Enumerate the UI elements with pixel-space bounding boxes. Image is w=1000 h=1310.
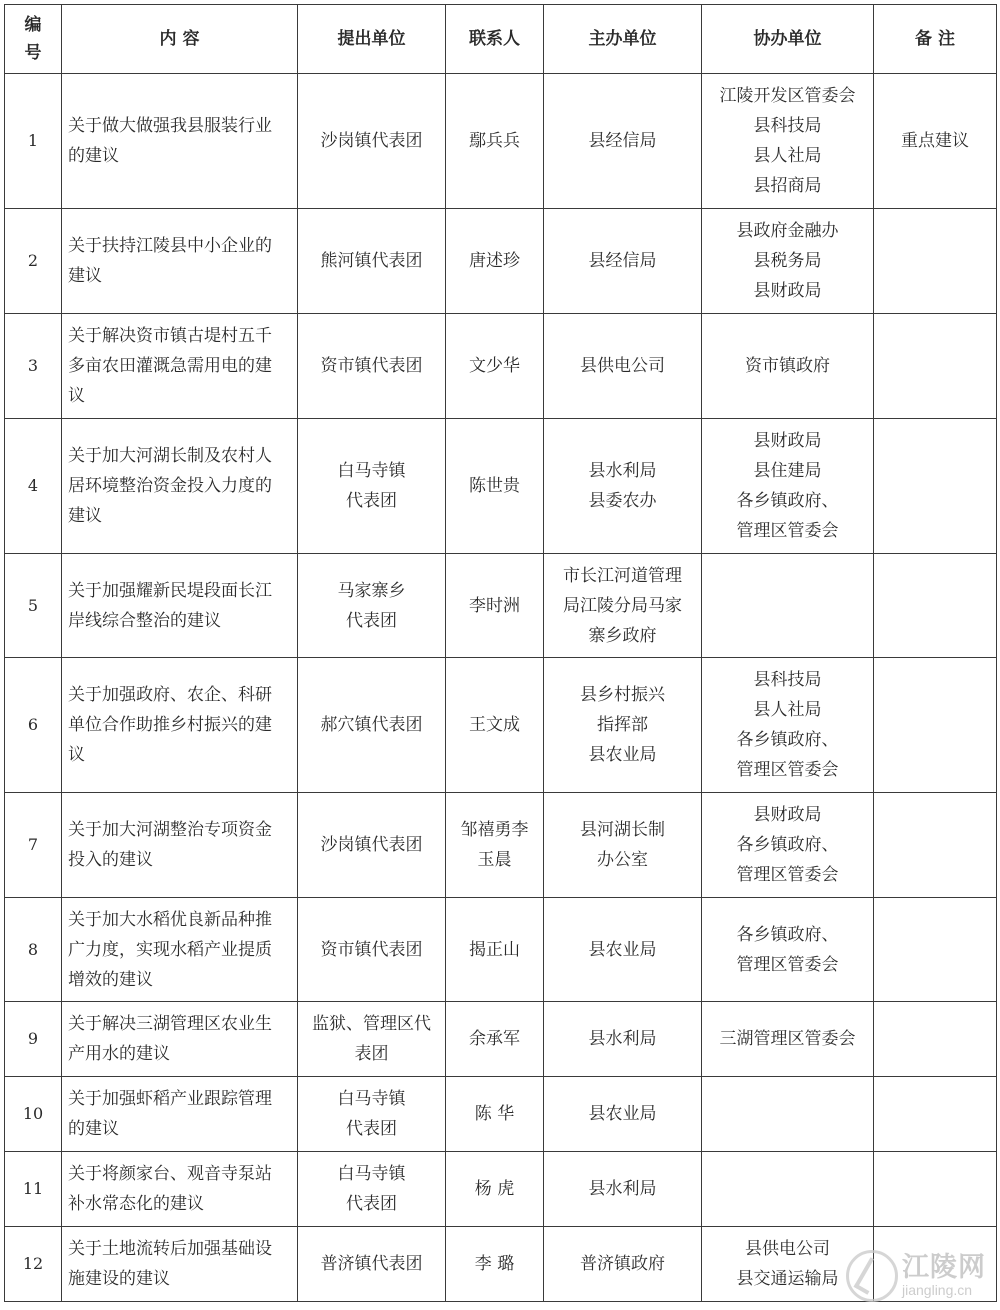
- header-content: 内 容: [62, 5, 298, 74]
- row-content: 关于加强虾稻产业跟踪管理 的建议: [62, 1077, 298, 1152]
- row-unit: 资市镇代表团: [298, 314, 446, 419]
- row-note: [874, 314, 997, 419]
- table-row: [5, 1002, 997, 1077]
- row-number: 4: [5, 419, 62, 554]
- row-assist: 江陵开发区管委会 县科技局 县人社局 县招商局: [702, 74, 874, 209]
- row-note: [874, 658, 997, 793]
- row-content: 关于扶持江陵县中小企业的 建议: [62, 209, 298, 314]
- row-unit: 白马寺镇 代表团: [298, 1077, 446, 1152]
- row-assist: [702, 554, 874, 658]
- row-note: [874, 554, 997, 658]
- row-number: 7: [5, 793, 62, 898]
- row-note: [874, 793, 997, 898]
- row-unit: 白马寺镇 代表团: [298, 1152, 446, 1227]
- row-assist: 三湖管理区管委会: [702, 1002, 874, 1077]
- row-host: 县农业局: [544, 1077, 702, 1152]
- row-host: 县水利局: [544, 1002, 702, 1077]
- row-assist: [702, 1152, 874, 1227]
- row-number: 2: [5, 209, 62, 314]
- row-unit: 熊河镇代表团: [298, 209, 446, 314]
- row-unit: 资市镇代表团: [298, 898, 446, 1002]
- watermark-url: jiangling.cn: [902, 1281, 973, 1298]
- table-row: [5, 1152, 997, 1227]
- row-note: [874, 1077, 997, 1152]
- header-assist: 协办单位: [702, 5, 874, 74]
- row-unit: 沙岗镇代表团: [298, 74, 446, 209]
- row-content: 关于加强耀新民堤段面长江 岸线综合整治的建议: [62, 554, 298, 658]
- table-row: [5, 314, 997, 419]
- row-unit: 沙岗镇代表团: [298, 793, 446, 898]
- watermark-title: 江陵网: [902, 1252, 986, 1284]
- header-contact: 联系人: [446, 5, 544, 74]
- row-note: [874, 898, 997, 1002]
- row-note: [874, 1002, 997, 1077]
- row-assist: 县科技局 县人社局 各乡镇政府、 管理区管委会: [702, 658, 874, 793]
- row-host: 县农业局: [544, 898, 702, 1002]
- table-row: [5, 419, 997, 554]
- row-number: 1: [5, 74, 62, 209]
- row-contact: 李 璐: [446, 1227, 544, 1302]
- header-host: 主办单位: [544, 5, 702, 74]
- watermark-text: [902, 1254, 986, 1297]
- row-unit: 马家寨乡 代表团: [298, 554, 446, 658]
- row-contact: 唐述珍: [446, 209, 544, 314]
- row-unit: 郝穴镇代表团: [298, 658, 446, 793]
- row-contact: 杨 虎: [446, 1152, 544, 1227]
- row-content: 关于土地流转后加强基础设 施建设的建议: [62, 1227, 298, 1302]
- row-number: 10: [5, 1077, 62, 1152]
- row-content: 关于加大水稻优良新品种推 广力度，实现水稻产业提质 增效的建议: [62, 898, 298, 1002]
- row-content: 关于做大做强我县服装行业 的建议: [62, 74, 298, 209]
- site-watermark: [846, 1250, 986, 1302]
- row-contact: 文少华: [446, 314, 544, 419]
- row-assist: 县财政局 县住建局 各乡镇政府、 管理区管委会: [702, 419, 874, 554]
- row-contact: 邹禧勇李 玉晨: [446, 793, 544, 898]
- row-assist: 县财政局 各乡镇政府、 管理区管委会: [702, 793, 874, 898]
- row-host: 县河湖长制 办公室: [544, 793, 702, 898]
- row-number: 9: [5, 1002, 62, 1077]
- row-contact: 陈世贵: [446, 419, 544, 554]
- row-assist: [702, 1077, 874, 1152]
- row-content: 关于加强政府、农企、科研 单位合作助推乡村振兴的建 议: [62, 658, 298, 793]
- row-assist: 县供电公司 县交通运输局: [702, 1227, 874, 1302]
- row-contact: 揭正山: [446, 898, 544, 1002]
- row-number: 6: [5, 658, 62, 793]
- row-host: 县乡村振兴 指挥部 县农业局: [544, 658, 702, 793]
- header-no: 编 号: [5, 5, 62, 74]
- table-row: [5, 209, 997, 314]
- row-assist: 各乡镇政府、 管理区管委会: [702, 898, 874, 1002]
- row-content: 关于加大河湖长制及农村人 居环境整治资金投入力度的 建议: [62, 419, 298, 554]
- row-note: [874, 1152, 997, 1227]
- row-note: [874, 419, 997, 554]
- row-host: 县经信局: [544, 209, 702, 314]
- proposal-table: [4, 4, 997, 1302]
- row-assist: 县政府金融办 县税务局 县财政局: [702, 209, 874, 314]
- row-contact: 鄢兵兵: [446, 74, 544, 209]
- row-host: 县供电公司: [544, 314, 702, 419]
- row-host: 县水利局 县委农办: [544, 419, 702, 554]
- row-content: 关于将颜家台、观音寺泵站 补水常态化的建议: [62, 1152, 298, 1227]
- row-unit: 白马寺镇 代表团: [298, 419, 446, 554]
- site-logo-icon: [846, 1250, 898, 1302]
- table-row: [5, 1077, 997, 1152]
- row-content: 关于加大河湖整治专项资金 投入的建议: [62, 793, 298, 898]
- row-number: 11: [5, 1152, 62, 1227]
- row-contact: 王文成: [446, 658, 544, 793]
- row-number: 5: [5, 554, 62, 658]
- row-host: 县水利局: [544, 1152, 702, 1227]
- header-note: 备 注: [874, 5, 997, 74]
- row-content: 关于解决资市镇古堤村五千 多亩农田灌溉急需用电的建 议: [62, 314, 298, 419]
- row-number: 12: [5, 1227, 62, 1302]
- row-note: [874, 209, 997, 314]
- row-note: 重点建议: [874, 74, 997, 209]
- row-host: 普济镇政府: [544, 1227, 702, 1302]
- table-row: [5, 658, 997, 793]
- row-number: 8: [5, 898, 62, 1002]
- row-unit: 普济镇代表团: [298, 1227, 446, 1302]
- row-unit: 监狱、管理区代 表团: [298, 1002, 446, 1077]
- row-contact: 陈 华: [446, 1077, 544, 1152]
- row-number: 3: [5, 314, 62, 419]
- row-contact: 余承军: [446, 1002, 544, 1077]
- header-row: [5, 5, 997, 74]
- row-host: 市长江河道管理 局江陵分局马家 寨乡政府: [544, 554, 702, 658]
- table-row: [5, 554, 997, 658]
- table-row: [5, 74, 997, 209]
- row-content: 关于解决三湖管理区农业生 产用水的建议: [62, 1002, 298, 1077]
- row-host: 县经信局: [544, 74, 702, 209]
- table-row: [5, 898, 997, 1002]
- header-unit: 提出单位: [298, 5, 446, 74]
- table-row: [5, 793, 997, 898]
- row-assist: 资市镇政府: [702, 314, 874, 419]
- row-contact: 李时洲: [446, 554, 544, 658]
